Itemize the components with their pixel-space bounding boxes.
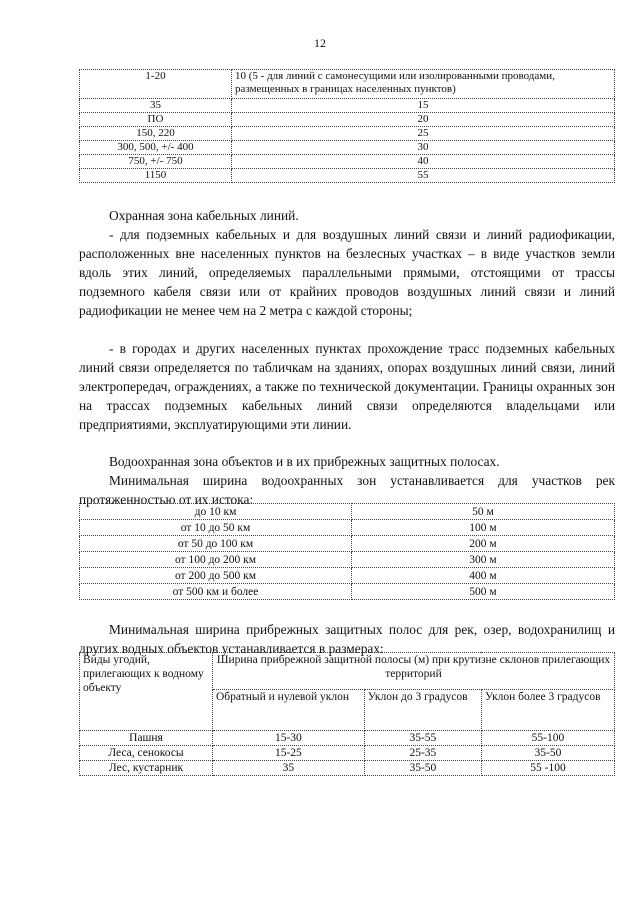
table-cell: 55-100: [481, 731, 614, 746]
table-cell: до 10 км: [80, 504, 352, 520]
table-cell: 15-25: [213, 746, 365, 761]
table-cell: от 100 до 200 км: [80, 552, 352, 568]
page-number: 12: [314, 36, 326, 50]
table-cell: 50 м: [352, 504, 615, 520]
protective-strip-paragraph: Минимальная ширина прибрежных защитных полос для рек, озер, водохранилищ и других водных объектов устанавливается в размерах:: [79, 622, 615, 656]
cable-zone-paragraph-1: - для подземных кабельных и для воздушных линий связи и линий радиофикации, расположенных вне населенных пунктов на безлесных участках – в виде участков земли вдоль этих линий, определяемых параллельными прямыми, отстоящими от трассы подземного кабеля связи или от крайних проводов воздушных линий связи и линий радиофикации не менее чем на 2 метра с каждой стороны;: [79, 227, 615, 318]
table-cell: 300, 500, +/- 400: [80, 141, 232, 155]
table-row: [80, 761, 615, 776]
table-cell: 10 (5 - для линий с самонесущими или изолированными проводами, размещенных в границах населенных пунктов): [232, 70, 615, 99]
table-cell: 200 м: [352, 536, 615, 552]
table-cell: Пашня: [80, 731, 213, 746]
table-cell: Лес, кустарник: [80, 761, 213, 776]
table-cell: ПО: [80, 113, 232, 127]
table-cell: 15: [232, 99, 615, 113]
table-cell: 750, +/- 750: [80, 155, 232, 169]
table-cell: 35-50: [481, 746, 614, 761]
table-cell: 1150: [80, 169, 232, 183]
table-cell: 35-50: [364, 761, 481, 776]
cable-zone-paragraph-2: - в городах и других населенных пунктах прохождение трасс подземных кабельных линий связи определяется по табличкам на зданиях, опорах воздушных линий связи, линий электропередач, ограждениях, а также по технической документации. Границы охранных зон на трассах подземных кабельных линий связи определяются владельцами или предприятиями, эксплуатирующими эти линии.: [79, 341, 615, 432]
table-cell: 40: [232, 155, 615, 169]
table-cell: 100 м: [352, 520, 615, 536]
table-row: [80, 568, 615, 584]
table-row: [80, 653, 615, 690]
table-cell: 55 -100: [481, 761, 614, 776]
table-header-cell: Уклон более 3 градусов: [481, 690, 614, 731]
table-cell: 400 м: [352, 568, 615, 584]
table-cell: 30: [232, 141, 615, 155]
table-row: [80, 99, 615, 113]
table-row: [80, 504, 615, 520]
table-row: [80, 70, 615, 99]
table-cell: 25: [232, 127, 615, 141]
table-cell: 500 м: [352, 584, 615, 600]
protective-strip-table: [79, 652, 615, 776]
table-cell: 300 м: [352, 552, 615, 568]
table-row: [80, 141, 615, 155]
table-row: [80, 552, 615, 568]
table-cell: 15-30: [213, 731, 365, 746]
power-line-zone-table: [79, 69, 615, 183]
table-cell: 35: [80, 99, 232, 113]
water-zone-paragraph: Минимальная ширина водоохранных зон устанавливается для участков рек протяженностью от их истока:: [79, 473, 615, 507]
table-row: [80, 584, 615, 600]
table-cell: 35-55: [364, 731, 481, 746]
table-row: [80, 746, 615, 761]
water-zone-heading: Водоохранная зона объектов и в их прибрежных защитных полосах.: [109, 454, 500, 469]
table-row: [80, 169, 615, 183]
table-header-cell: Уклон до 3 градусов: [364, 690, 481, 731]
table-header-cell: Обратный и нулевой уклон: [213, 690, 365, 731]
table-cell: от 500 км и более: [80, 584, 352, 600]
table-row: [80, 731, 615, 746]
table-cell: Леса, сенокосы: [80, 746, 213, 761]
table-header-cell: Ширина прибрежной защитной полосы (м) при крутизне склонов прилегающих территорий: [213, 653, 615, 690]
table-cell: от 50 до 100 км: [80, 536, 352, 552]
table-row: [80, 155, 615, 169]
table-cell: от 10 до 50 км: [80, 520, 352, 536]
table-cell: от 200 до 500 км: [80, 568, 352, 584]
table-row: [80, 113, 615, 127]
table-cell: 25-35: [364, 746, 481, 761]
table-cell: 35: [213, 761, 365, 776]
table-row: [80, 127, 615, 141]
table-cell: 55: [232, 169, 615, 183]
table-cell: 150, 220: [80, 127, 232, 141]
table-cell: 20: [232, 113, 615, 127]
water-zone-width-table: [79, 503, 615, 600]
table-header-cell: Виды угодий, прилегающих к водному объекту: [80, 653, 213, 731]
cable-zone-heading: Охранная зона кабельных линий.: [109, 208, 299, 223]
table-row: [80, 520, 615, 536]
table-row: [80, 536, 615, 552]
table-cell: 1-20: [80, 70, 232, 99]
